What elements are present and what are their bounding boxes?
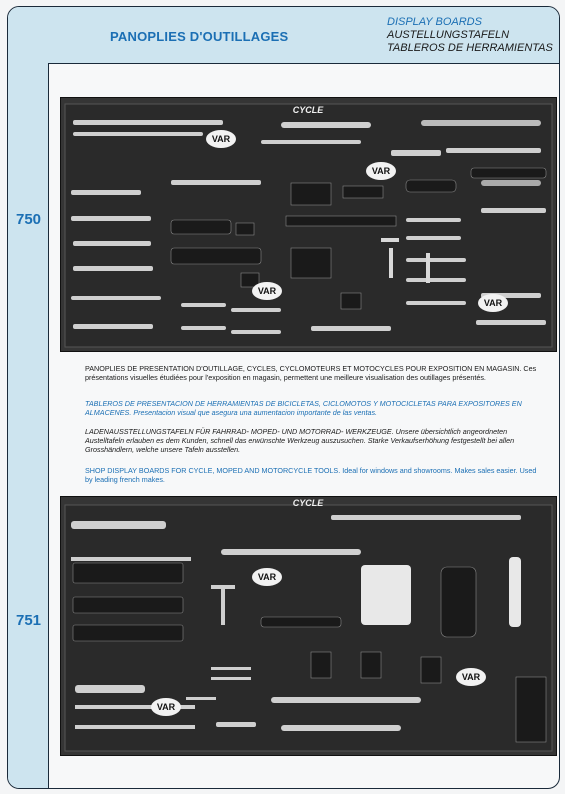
board-750-illustration (61, 98, 556, 351)
ref-750: 750 (16, 211, 42, 228)
var-badge: VAR (211, 134, 231, 144)
display-board-750-photo (60, 97, 557, 352)
subtitle-en: DISPLAY BOARDS (387, 16, 482, 28)
board-751-illustration (61, 497, 556, 755)
description-fr: PANOPLIES DE PRESENTATION D'OUTILLAGE, CYCLES, CYCLOMOTEURS ET MOTOCYCLES POUR EXPOSITION EN MAGASIN. Ces présentations visuelles étudiées pour l'exposition en magasin, permettent une meilleure visualisation des outillages présentés. (85, 364, 537, 382)
header-band (8, 7, 559, 64)
var-badge: VAR (257, 572, 277, 582)
description-en: SHOP DISPLAY BOARDS FOR CYCLE, MOPED AND MOTORCYCLE TOOLS. Ideal for windows and showrooms. Makes sales easier. Used by leading french makes. (85, 466, 537, 484)
subtitle-de: AUSTELLUNGSTAFELN (387, 29, 510, 41)
var-badge: VAR (371, 166, 391, 176)
reference-sidebar (8, 63, 49, 789)
var-badge: VAR (461, 672, 481, 682)
var-badge: VAR (257, 286, 277, 296)
multilingual-subtitle (387, 16, 553, 55)
board-label: CYCLE (292, 105, 324, 115)
page-title: PANOPLIES D'OUTILLAGES (110, 29, 289, 44)
subtitle-es: TABLEROS DE HERRAMIENTAS (387, 42, 553, 54)
ref-751: 751 (16, 612, 42, 629)
var-badge: VAR (483, 298, 503, 308)
var-badge: VAR (156, 702, 176, 712)
display-board-751-photo (60, 496, 557, 756)
board-label: CYCLE (292, 498, 324, 508)
description-es: TABLEROS DE PRESENTACION DE HERRAMIENTAS DE BICICLETAS, CICLOMOTOS Y MOTOCICLETAS PARA EXPOSITORES EN ALMACENES. Presentacion visual que asegura una aumentacion importante de las ventas. (85, 399, 522, 417)
description-de: LADENAUSSTELLUNGSTAFELN FÜR FAHRRAD- MOPED- UND MOTORRAD- WERKZEUGE. Unsere übersichtlich angeordneten Austelltafeln erlauben es dem Kunden, schnell das erwünschte Werkzeug auszusuchen. Starke Verkaufserhöhung festgestellt bei allen Grosshändlern, welche unsere Tafeln ausstellen. (85, 427, 515, 454)
page-frame (7, 6, 560, 789)
